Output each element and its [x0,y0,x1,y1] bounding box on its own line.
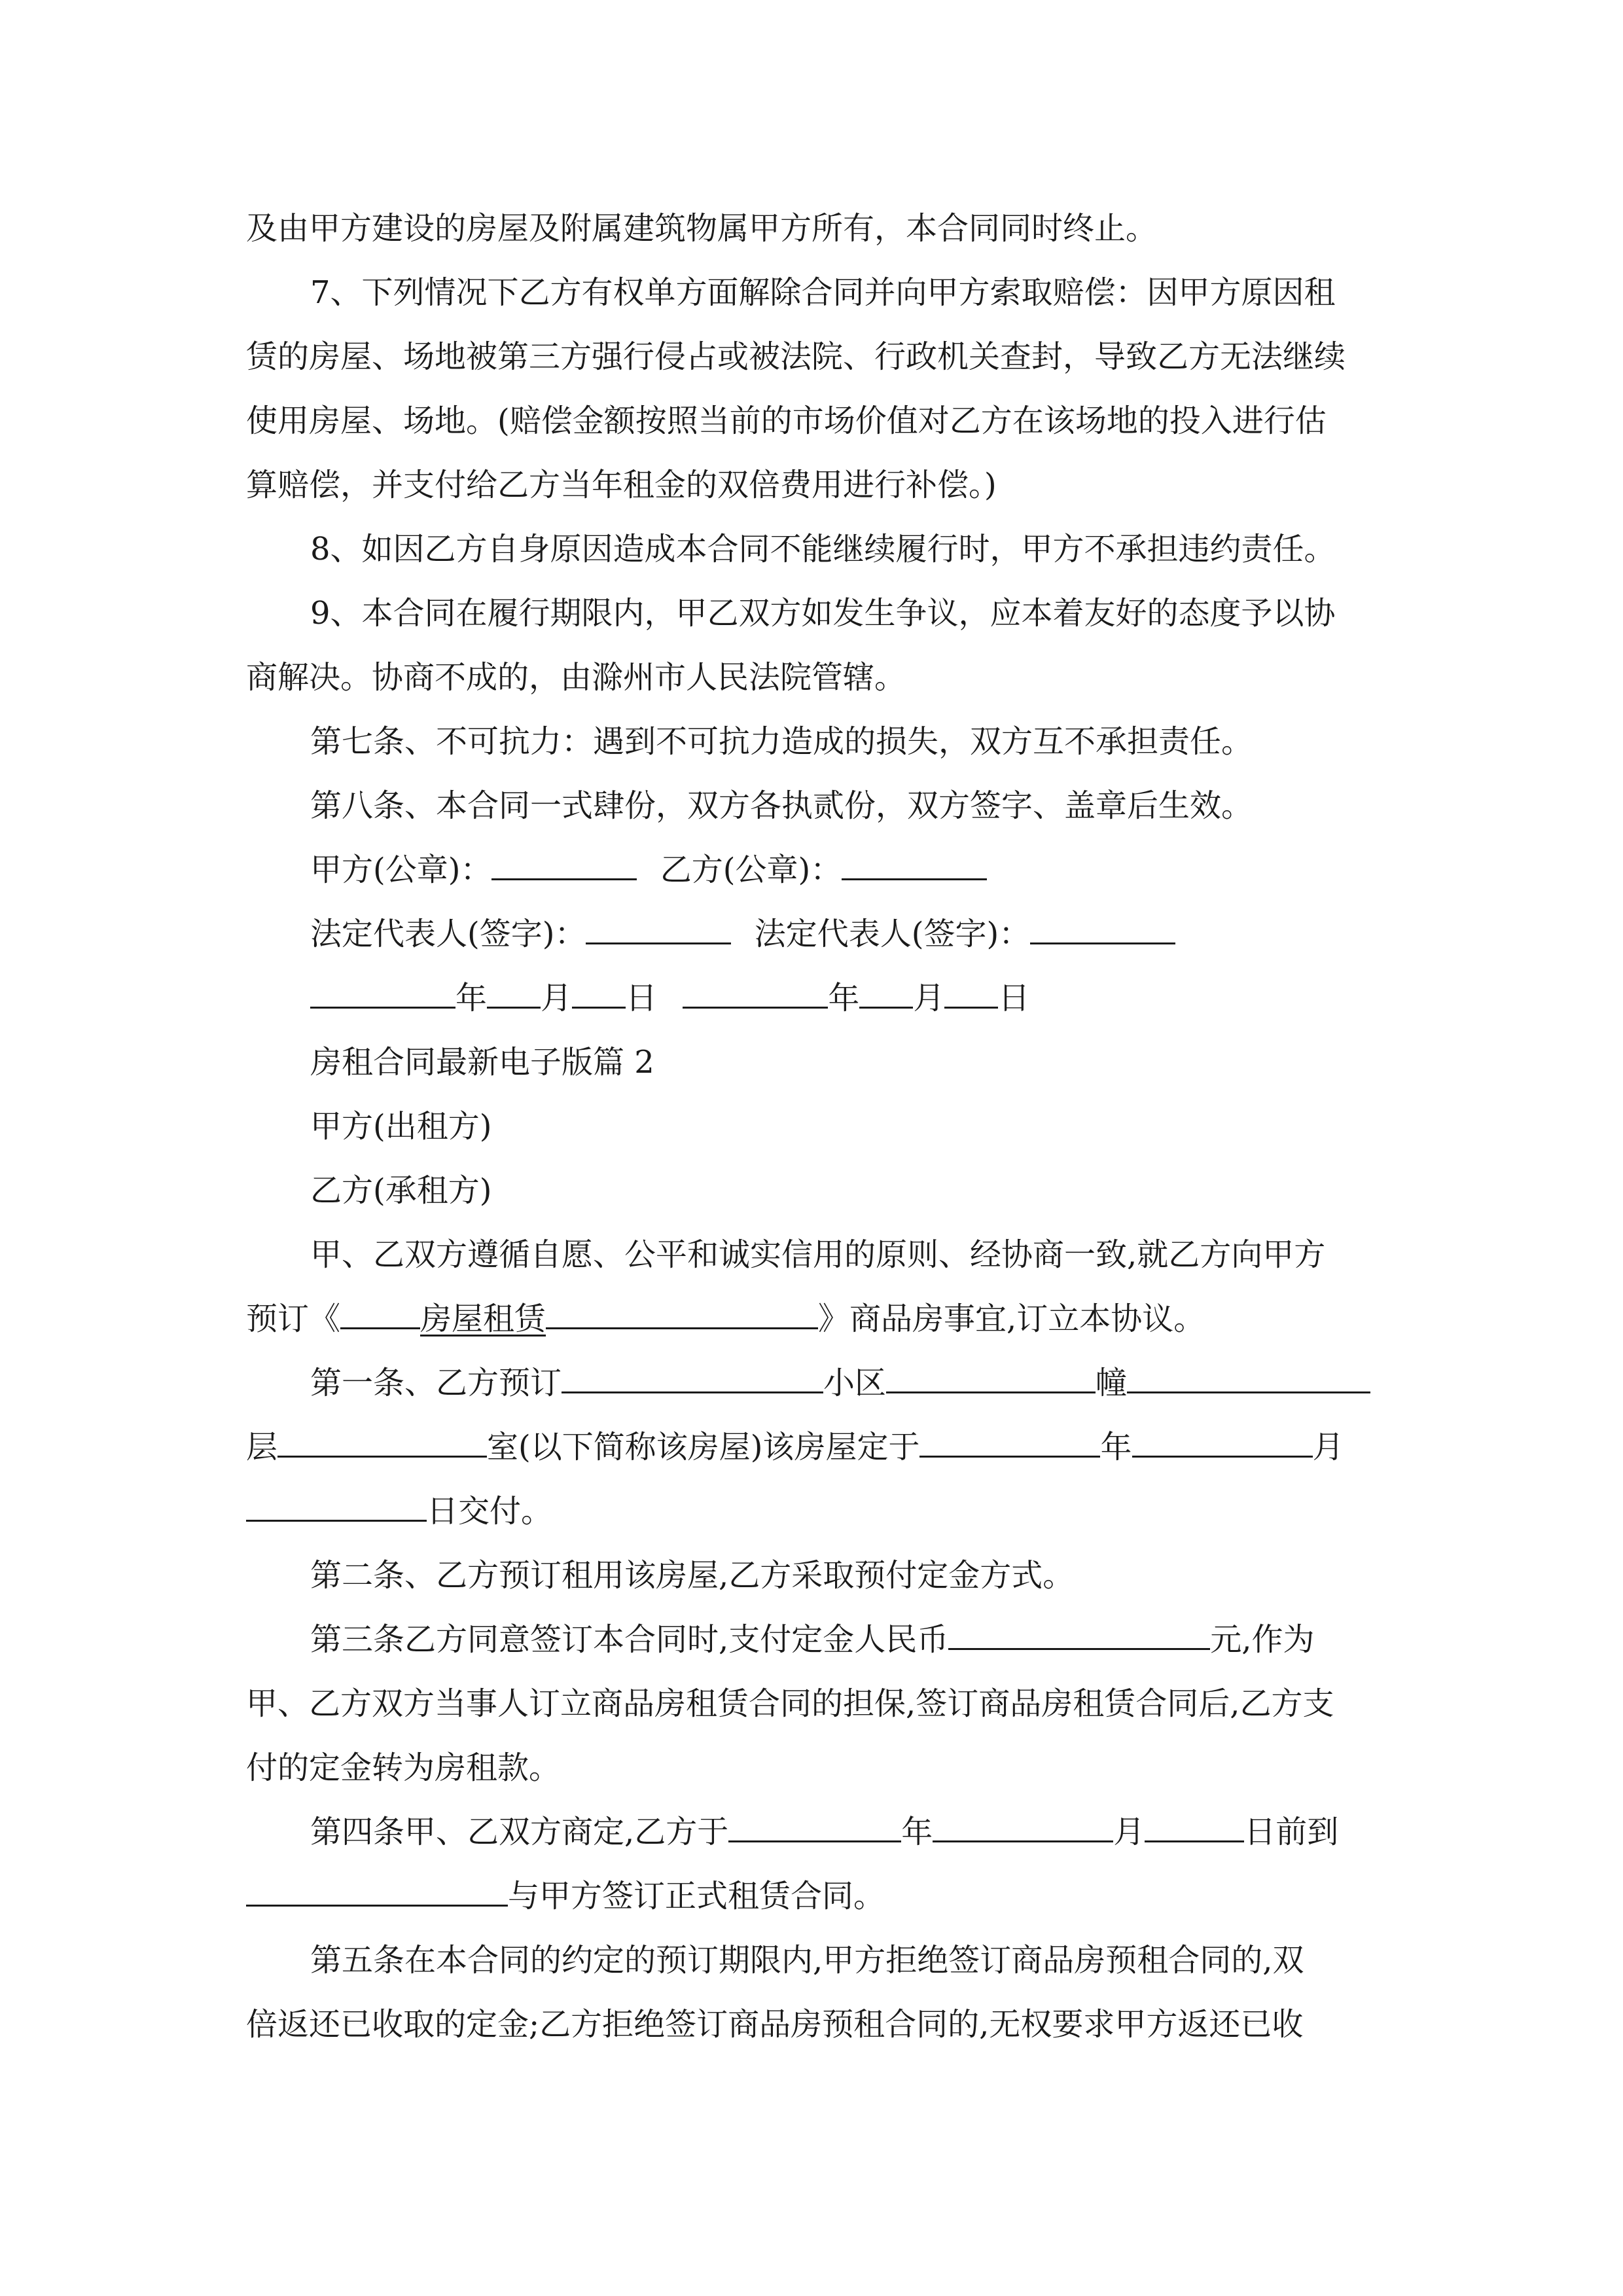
article-8: 第八条、本合同一式肆份，双方各执贰份，双方签字、盖章后生效。 [310,787,1253,824]
lessee-label: 乙方(承租方) [310,1172,492,1209]
day-blank [1145,1806,1244,1842]
day-blank [246,1486,427,1522]
date-line [310,966,1029,1030]
month-blank [1132,1422,1313,1458]
article-7: 第七条、不可抗力：遇到不可抗力造成的损失，双方互不承担责任。 [310,723,1253,760]
year-label: 年 [455,980,488,1016]
clause-7-line: 赁的房屋、场地被第三方强行侵占或被法院、行政机关查封，导致乙方无法继续 [246,338,1346,375]
clause-1-text: 月 [1312,1429,1344,1465]
clause-4-text: 日前到 [1244,1814,1339,1850]
clause-4-line [310,1800,1338,1864]
date-blank [944,973,998,1009]
clause-2: 第二条、乙方预订租用该房屋,乙方采取预付定金方式。 [310,1557,1075,1594]
year-label: 年 [828,980,860,1016]
clause-5-line: 倍返还已收取的定金;乙方拒绝签订商品房预租合同的,无权要求甲方返还已收 [246,2006,1304,2043]
clause-9-line: 9、本合同在履行期限内，甲乙双方如发生争议，应本着友好的态度予以协 [310,595,1336,632]
year-blank [728,1806,901,1842]
clause-8: 8、如因乙方自身原因造成本合同不能继续履行时，甲方不承担违约责任。 [310,531,1336,567]
clause-5-line: 第五条在本合同的约定的预订期限内,甲方拒绝签订商品房预租合同的,双 [310,1942,1304,1979]
clause-3-text: 元,作为 [1210,1621,1315,1658]
representative-line [310,902,1175,966]
month-label: 月 [541,980,573,1016]
rep-b-blank [1030,908,1175,944]
location-blank [246,1871,508,1907]
clause-1-line [246,1415,1344,1479]
clause-1-line [246,1479,552,1543]
day-label: 日 [626,980,658,1016]
clause-4-text: 第四条甲、乙双方商定,乙方于 [310,1814,729,1850]
clause-1-line [310,1351,1370,1415]
clause-1-text: 年 [1100,1429,1132,1465]
month-blank [933,1806,1113,1842]
date-blank [859,973,913,1009]
paragraph-line: 及由甲方建设的房屋及附属建筑物属甲方所有，本合同同时终止。 [246,210,1158,247]
clause-1-text: 小区 [823,1365,887,1401]
clause-1-text: 日交付。 [427,1493,553,1530]
clause-7-line: 7、下列情况下乙方有权单方面解除合同并向甲方索取赔偿：因甲方原因租 [310,274,1336,311]
intro-pre: 预订《 [246,1300,341,1337]
intro-blank [546,1293,818,1329]
clause-1-text: 层 [246,1429,278,1465]
party-b-seal-label: 乙方(公章)： [660,852,842,888]
clause-7-line: 算赔偿，并支付给乙方当年租金的双倍费用进行补偿。) [246,467,997,503]
clause-4-text: 月 [1113,1814,1145,1850]
party-a-seal-label: 甲方(公章)： [310,852,492,888]
date-blank [683,973,828,1009]
party-b-seal-blank [842,844,987,880]
clause-4-text: 与甲方签订正式租赁合同。 [508,1878,885,1914]
clause-3-line: 付的定金转为房租款。 [246,1749,561,1786]
clause-1-text: 幢 [1096,1365,1128,1401]
clause-4-line [246,1864,885,1928]
section-title: 房租合同最新电子版篇 2 [310,1044,654,1081]
month-label: 月 [913,980,945,1016]
party-a-seal-blank [491,844,637,880]
deposit-blank [948,1614,1210,1650]
community-blank [562,1357,823,1393]
building-blank [886,1357,1096,1393]
room-blank [277,1422,487,1458]
property-type: 房屋租赁 [420,1300,546,1337]
rep-a-label: 法定代表人(签字)： [310,916,586,952]
clause-1-text: 室(以下简称该房屋)该房屋定于 [487,1429,920,1465]
rep-b-label: 法定代表人(签字)： [754,916,1031,952]
floor-blank [1127,1357,1370,1393]
clause-3-line: 甲、乙方双方当事人订立商品房租赁合同的担保,签订商品房租赁合同后,乙方支 [246,1685,1334,1722]
date-blank [310,973,455,1009]
date-blank [572,973,626,1009]
seal-line [310,838,987,902]
intro-line-2 [246,1287,1205,1351]
date-blank [487,973,541,1009]
clause-4-text: 年 [901,1814,933,1850]
clause-3-line [310,1607,1315,1672]
rep-a-blank [586,908,731,944]
clause-7-line: 使用房屋、场地。(赔偿金额按照当前的市场价值对乙方在该场地的投入进行估 [246,403,1327,439]
lessor-label: 甲方(出租方) [310,1108,492,1145]
intro-post: 》商品房事宜,订立本协议。 [818,1300,1205,1337]
year-blank [919,1422,1100,1458]
clause-3-text: 第三条乙方同意签订本合同时,支付定金人民币 [310,1621,949,1658]
clause-1-text: 第一条、乙方预订 [310,1365,562,1401]
intro-line: 甲、乙双方遵循自愿、公平和诚实信用的原则、经协商一致,就乙方向甲方 [310,1236,1326,1273]
intro-blank [340,1293,420,1329]
clause-9-line: 商解决。协商不成的，由滁州市人民法院管辖。 [246,659,906,696]
day-label: 日 [998,980,1030,1016]
